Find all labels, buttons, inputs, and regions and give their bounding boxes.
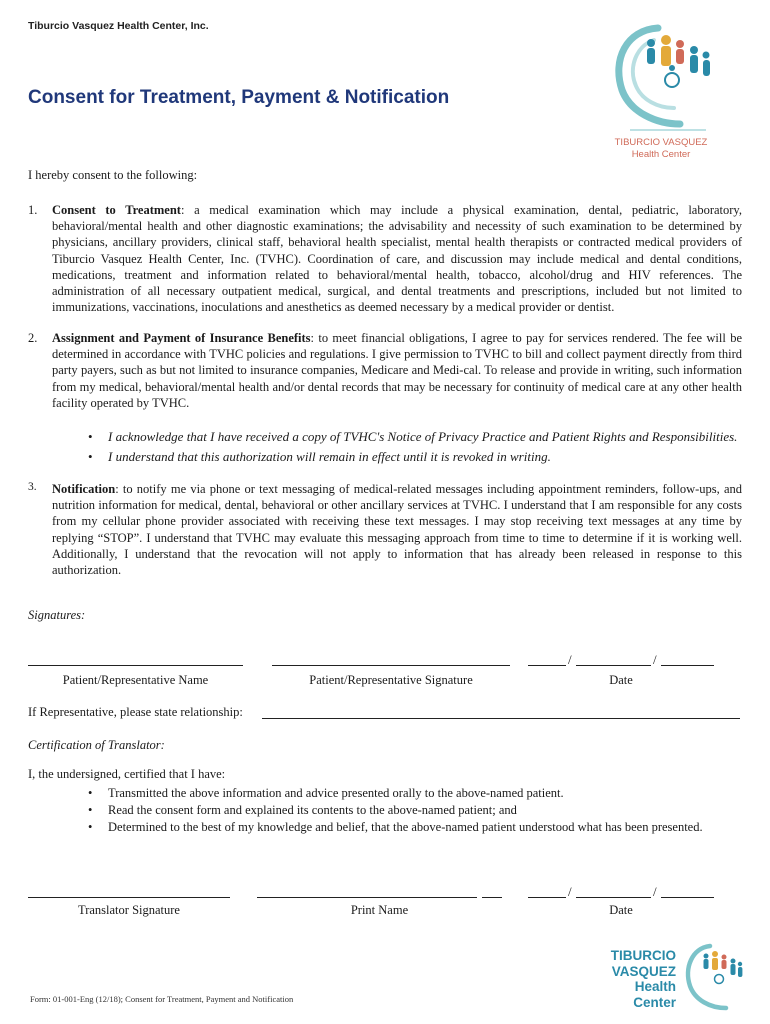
footer-logo-line-1: TIBURCIO	[610, 948, 676, 963]
date-label: Date	[609, 673, 633, 687]
form-id: Form: 01-001-Eng (12/18); Consent for Treatment, Payment and Notification	[30, 994, 294, 1004]
acknowledgement-text: I understand that this authorization will remain in effect until it is revoked in writing.	[108, 449, 551, 464]
date-separator: /	[653, 884, 657, 899]
footer-logo-line-3: Health	[634, 979, 676, 994]
translator-date-day-line[interactable]	[576, 897, 651, 898]
item-2-text: : to meet financial obligations, I agree to pay for services rendered. The fee will be determined in accordance with TVHC policies and regulations. I give permission to TVHC to bill and collect payment directly from third party payers, such as but not limited to insurance companies, Medicare and Medi-cal. To release and provide in writing, such information from my medical, behavioral/mental health and/or dental records that may be necessary for continuity of medical care at any other health facility operated by TVHC.	[52, 331, 742, 410]
translator-intro: I, the undersigned, certified that I have:	[28, 767, 226, 781]
acknowledgement-item	[88, 447, 748, 467]
date-month-line[interactable]	[528, 665, 566, 666]
certification-text: Determined to the best of my knowledge and belief, that the above-named patient understood what has been presented.	[108, 820, 703, 834]
translator-heading: Certification of Translator:	[28, 738, 165, 752]
print-name-label: Print Name	[350, 903, 409, 917]
patient-name-label: Patient/Representative Name	[62, 673, 209, 687]
item-3-paragraph	[52, 481, 742, 578]
page-title: Consent for Treatment, Payment & Notification	[28, 87, 450, 108]
translator-date-month-line[interactable]	[528, 897, 566, 898]
item-1-number: 1.	[28, 203, 38, 217]
bullet-icon: •	[88, 449, 93, 464]
item-3-heading: Notification	[52, 482, 116, 496]
organization-name: Tiburcio Vasquez Health Center, Inc.	[28, 20, 209, 32]
acknowledgement-text: I acknowledge that I have received a copy of TVHC's Notice of Privacy Practice and Patient Rights and Responsibilities.	[108, 429, 738, 444]
print-name-line[interactable]	[257, 897, 477, 898]
date-separator: /	[568, 652, 572, 667]
item-1-text: : a medical examination which may include a physical examination, dental, pediatric, laboratory, behavioral/mental health and other diagnostic examinations; the advisability and necessity of such examination to be determined by physicians, ancillary providers, clinical staff, behavioral health specialist, mental health therapists or contracted medical providers of Tiburcio Vasquez Health Center, Inc. (TVHC). Coordination of care, and discussion may include medical and dental conditions, medications, treatment and information related to behavioral/mental health, tobacco, alcohol/drug and HIV references. The administration of all necessary outpatient medical, surgical, and dental treatments and prescriptions, included but not limited to immunizations, vaccinations, inoculations and anesthetics as deemed necessary by a medical provider or dentist.	[52, 203, 742, 315]
patient-signature-label: Patient/Representative Signature	[309, 673, 473, 687]
certification-text: Transmitted the above information and advice presented orally to the above-named patient.	[108, 786, 564, 800]
certification-item	[88, 802, 744, 819]
logo-line-2: Health Center	[631, 149, 691, 160]
item-3-number: 3.	[28, 481, 37, 493]
translator-certification-list	[88, 785, 744, 836]
footer-logo-line-2: VASQUEZ	[611, 963, 676, 979]
print-name-line-extension[interactable]	[482, 897, 502, 898]
bullet-icon: •	[88, 820, 93, 834]
item-1-heading: Consent to Treatment	[52, 203, 181, 217]
acknowledgement-list	[88, 427, 748, 467]
date-separator: /	[568, 884, 572, 899]
date-year-line[interactable]	[661, 665, 714, 666]
translator-date-year-line[interactable]	[661, 897, 714, 898]
certification-text: Read the consent form and explained its contents to the above-named patient; and	[108, 803, 517, 817]
certification-item	[88, 819, 744, 836]
translator-signature-label: Translator Signature	[78, 903, 180, 917]
patient-signature-line[interactable]	[272, 665, 510, 666]
date-separator: /	[653, 652, 657, 667]
footer-logo-text	[610, 948, 676, 1010]
logo-text	[596, 137, 726, 161]
bullet-icon: •	[88, 803, 93, 817]
bullet-icon: •	[88, 429, 93, 444]
item-2-number: 2.	[28, 331, 38, 345]
translator-date-label: Date	[609, 903, 633, 917]
representative-relationship-line[interactable]	[262, 718, 740, 719]
patient-name-line[interactable]	[28, 665, 243, 666]
representative-prompt: If Representative, please state relationship:	[28, 705, 243, 719]
item-2-heading: Assignment and Payment of Insurance Benefits	[52, 331, 311, 345]
translator-signature-line[interactable]	[28, 897, 230, 898]
logo-line-1: TIBURCIO VASQUEZ	[614, 137, 708, 148]
date-day-line[interactable]	[576, 665, 651, 666]
footer-logo-line-4: Center	[633, 994, 676, 1010]
bullet-icon: •	[88, 786, 93, 800]
certification-item	[88, 785, 744, 802]
item-1-paragraph	[52, 202, 742, 315]
footer-logo-icon	[680, 942, 748, 1012]
acknowledgement-item	[88, 427, 748, 447]
item-3-text: : to notify me via phone or text messaging of medical-related messages including appointment reminders, follow-ups, and nutrition information for medical, dental, behavioral or other ancillary services at TVHC. I understand that I am responsible for any costs from my cellular phone provider associated with receiving these text messages. I may stop receiving text messages at any time by replying “STOP”. I understand that TVHC may evaluate this messaging approach from time to time to determine if it is working well. Additionally, I understand that the revocation will not apply to information that has already been released in response to this authorization.	[52, 482, 742, 578]
item-2-paragraph	[52, 330, 742, 411]
intro-text: I hereby consent to the following:	[28, 168, 198, 182]
signatures-heading: Signatures:	[28, 608, 86, 622]
